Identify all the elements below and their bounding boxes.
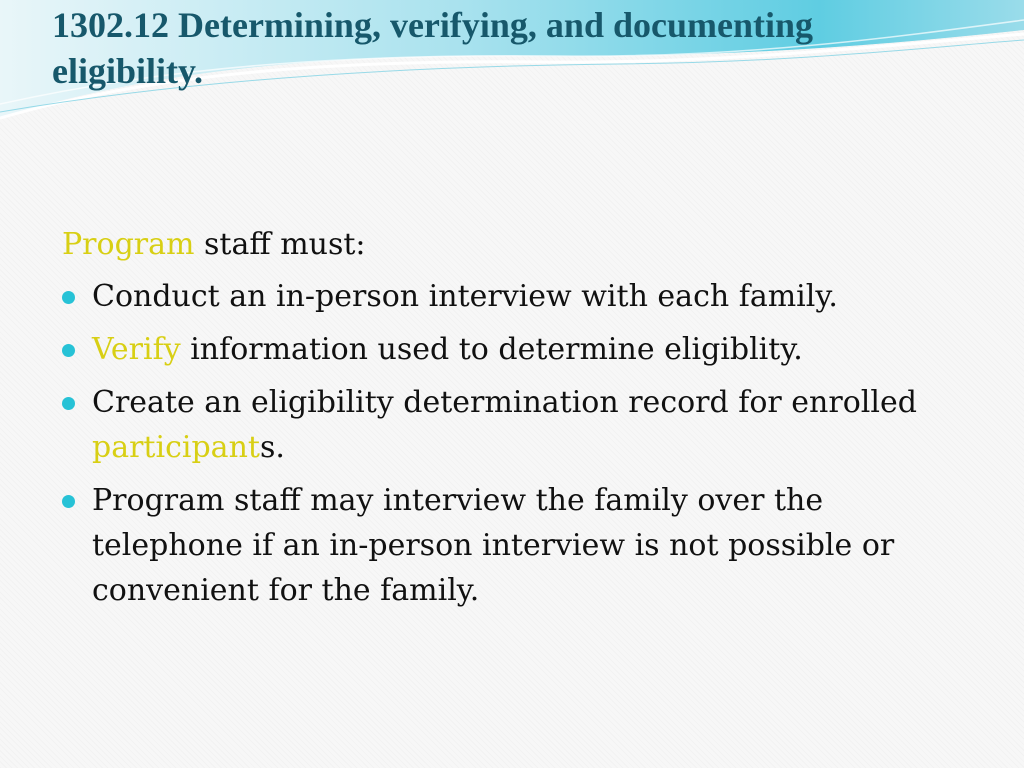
intro-line (62, 222, 962, 268)
bullet-dot-icon (62, 397, 75, 410)
bullet-item (62, 327, 962, 372)
bullet-text-end: s. (259, 430, 285, 465)
bullet-list (62, 274, 962, 613)
bullet-dot-icon (62, 495, 75, 508)
bullet-text: Create an eligibility determination record for enrolled (92, 385, 917, 420)
intro-text: staff must: (194, 227, 366, 262)
bullet-text: information used to determine eligiblity. (180, 332, 803, 367)
bullet-text: Program staff may interview the family over the telephone if an in-person interview is not possible or convenient for the family. (92, 483, 895, 608)
slide-title: 1302.12 Determining, verifying, and documenting eligibility. (52, 5, 813, 91)
program-term: Program (62, 227, 195, 262)
bullet-dot-icon (62, 291, 75, 304)
bullet-text: Conduct an in-person interview with each family. (92, 279, 838, 314)
verify-term: Verify (92, 332, 181, 367)
bullet-item (62, 274, 962, 319)
bullet-item (62, 478, 962, 613)
bullet-item (62, 380, 962, 470)
slide-body (62, 222, 962, 621)
participant-term: participant (92, 430, 260, 465)
bullet-dot-icon (62, 344, 75, 357)
